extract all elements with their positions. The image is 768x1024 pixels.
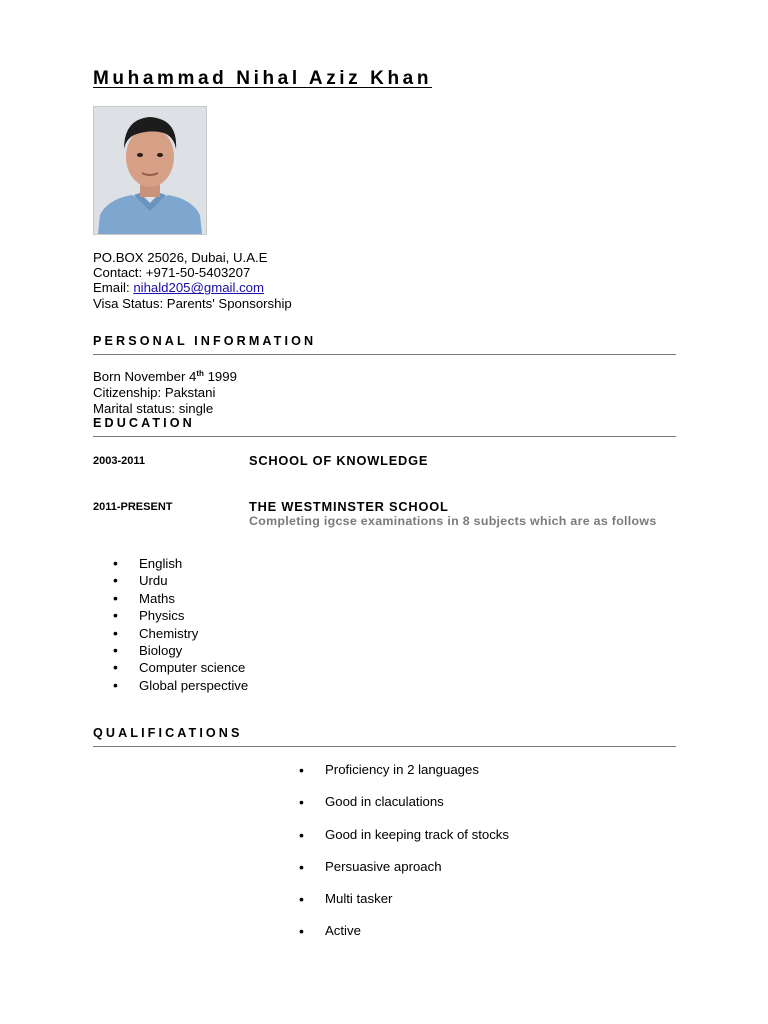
born-line: [93, 369, 237, 385]
qualifications-list: [279, 761, 509, 955]
qualifications-heading: QUALIFICATIONS: [93, 726, 243, 740]
list-item: • Physics: [93, 607, 248, 624]
education-divider: [93, 436, 676, 437]
list-item: • Good in keeping track of stocks: [279, 826, 509, 844]
list-item: • Proficiency in 2 languages: [279, 761, 509, 779]
education-school-1: SCHOOL OF KNOWLEDGE: [249, 453, 429, 468]
address-line: PO.BOX 25026, Dubai, U.A.E: [93, 250, 268, 265]
personal-info-block: [93, 369, 237, 416]
candidate-name: Muhammad Nihal Aziz Khan: [93, 68, 433, 89]
education-description: Completing igcse examinations in 8 subjects which are as follows: [249, 514, 657, 528]
phone-label: Contact:: [93, 265, 146, 281]
list-item: • Chemistry: [93, 625, 248, 642]
email-line: [93, 280, 292, 295]
list-item: • Maths: [93, 590, 248, 607]
education-years-2: 2011-PRESENT: [93, 501, 173, 513]
email-label: Email:: [93, 280, 134, 296]
phone-value: +971-50-5403207: [145, 265, 251, 281]
contact-block: [93, 250, 292, 311]
qualifications-divider: [93, 746, 676, 747]
education-school-2: THE WESTMINSTER SCHOOL: [249, 499, 449, 514]
list-item: • Biology: [93, 642, 248, 659]
list-item: • Good in claculations: [279, 793, 509, 811]
born-suffix: th: [196, 369, 204, 378]
phone-line: [93, 265, 292, 280]
personal-info-heading: PERSONAL INFORMATION: [93, 334, 317, 348]
visa-value: Parents' Sponsorship: [166, 295, 292, 311]
education-years-1: 2003-2011: [93, 455, 145, 467]
marital-status-line: Marital status: single: [93, 400, 214, 416]
citizenship-line: Citizenship: Pakstani: [93, 384, 216, 400]
list-item: • Active: [279, 922, 509, 940]
visa-label: Visa Status:: [93, 295, 167, 311]
visa-line: [93, 296, 292, 311]
profile-photo: [93, 106, 207, 235]
list-item: • Global perspective: [93, 677, 248, 694]
subjects-list: [93, 555, 248, 694]
personal-info-divider: [93, 354, 676, 355]
list-item: • English: [93, 555, 248, 572]
born-year: 1999: [203, 369, 237, 384]
list-item: • Multi tasker: [279, 890, 509, 908]
list-item: • Computer science: [93, 659, 248, 676]
list-item: • Persuasive aproach: [279, 858, 509, 876]
education-heading: EDUCATION: [93, 416, 195, 430]
born-text: Born November 4: [93, 369, 197, 384]
email-link[interactable]: nihald205@gmail.com: [133, 280, 264, 296]
list-item: • Urdu: [93, 572, 248, 589]
